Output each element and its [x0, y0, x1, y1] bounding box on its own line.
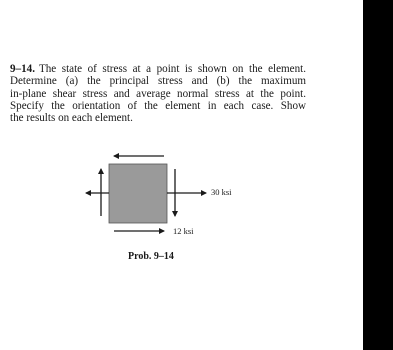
problem-line-4: Specify the orientation of the element in each case. Show [10, 99, 306, 112]
problem-line-1: 9–14. The state of stress at a point is shown on the element. [10, 63, 306, 75]
shear-stress-label: 12 ksi [173, 226, 194, 236]
normal-stress-label: 30 ksi [211, 187, 232, 197]
stress-element [109, 164, 167, 223]
problem-number: 9–14. [10, 63, 35, 75]
problem-line-5: the results on each element. [10, 112, 133, 125]
problem-line-3: in-plane shear stress and average normal stress at the point. [10, 87, 306, 100]
problem-line-2: Determine (a) the principal stress and (b) the maximum [10, 75, 306, 88]
figure-caption: Prob. 9–14 [128, 251, 174, 262]
